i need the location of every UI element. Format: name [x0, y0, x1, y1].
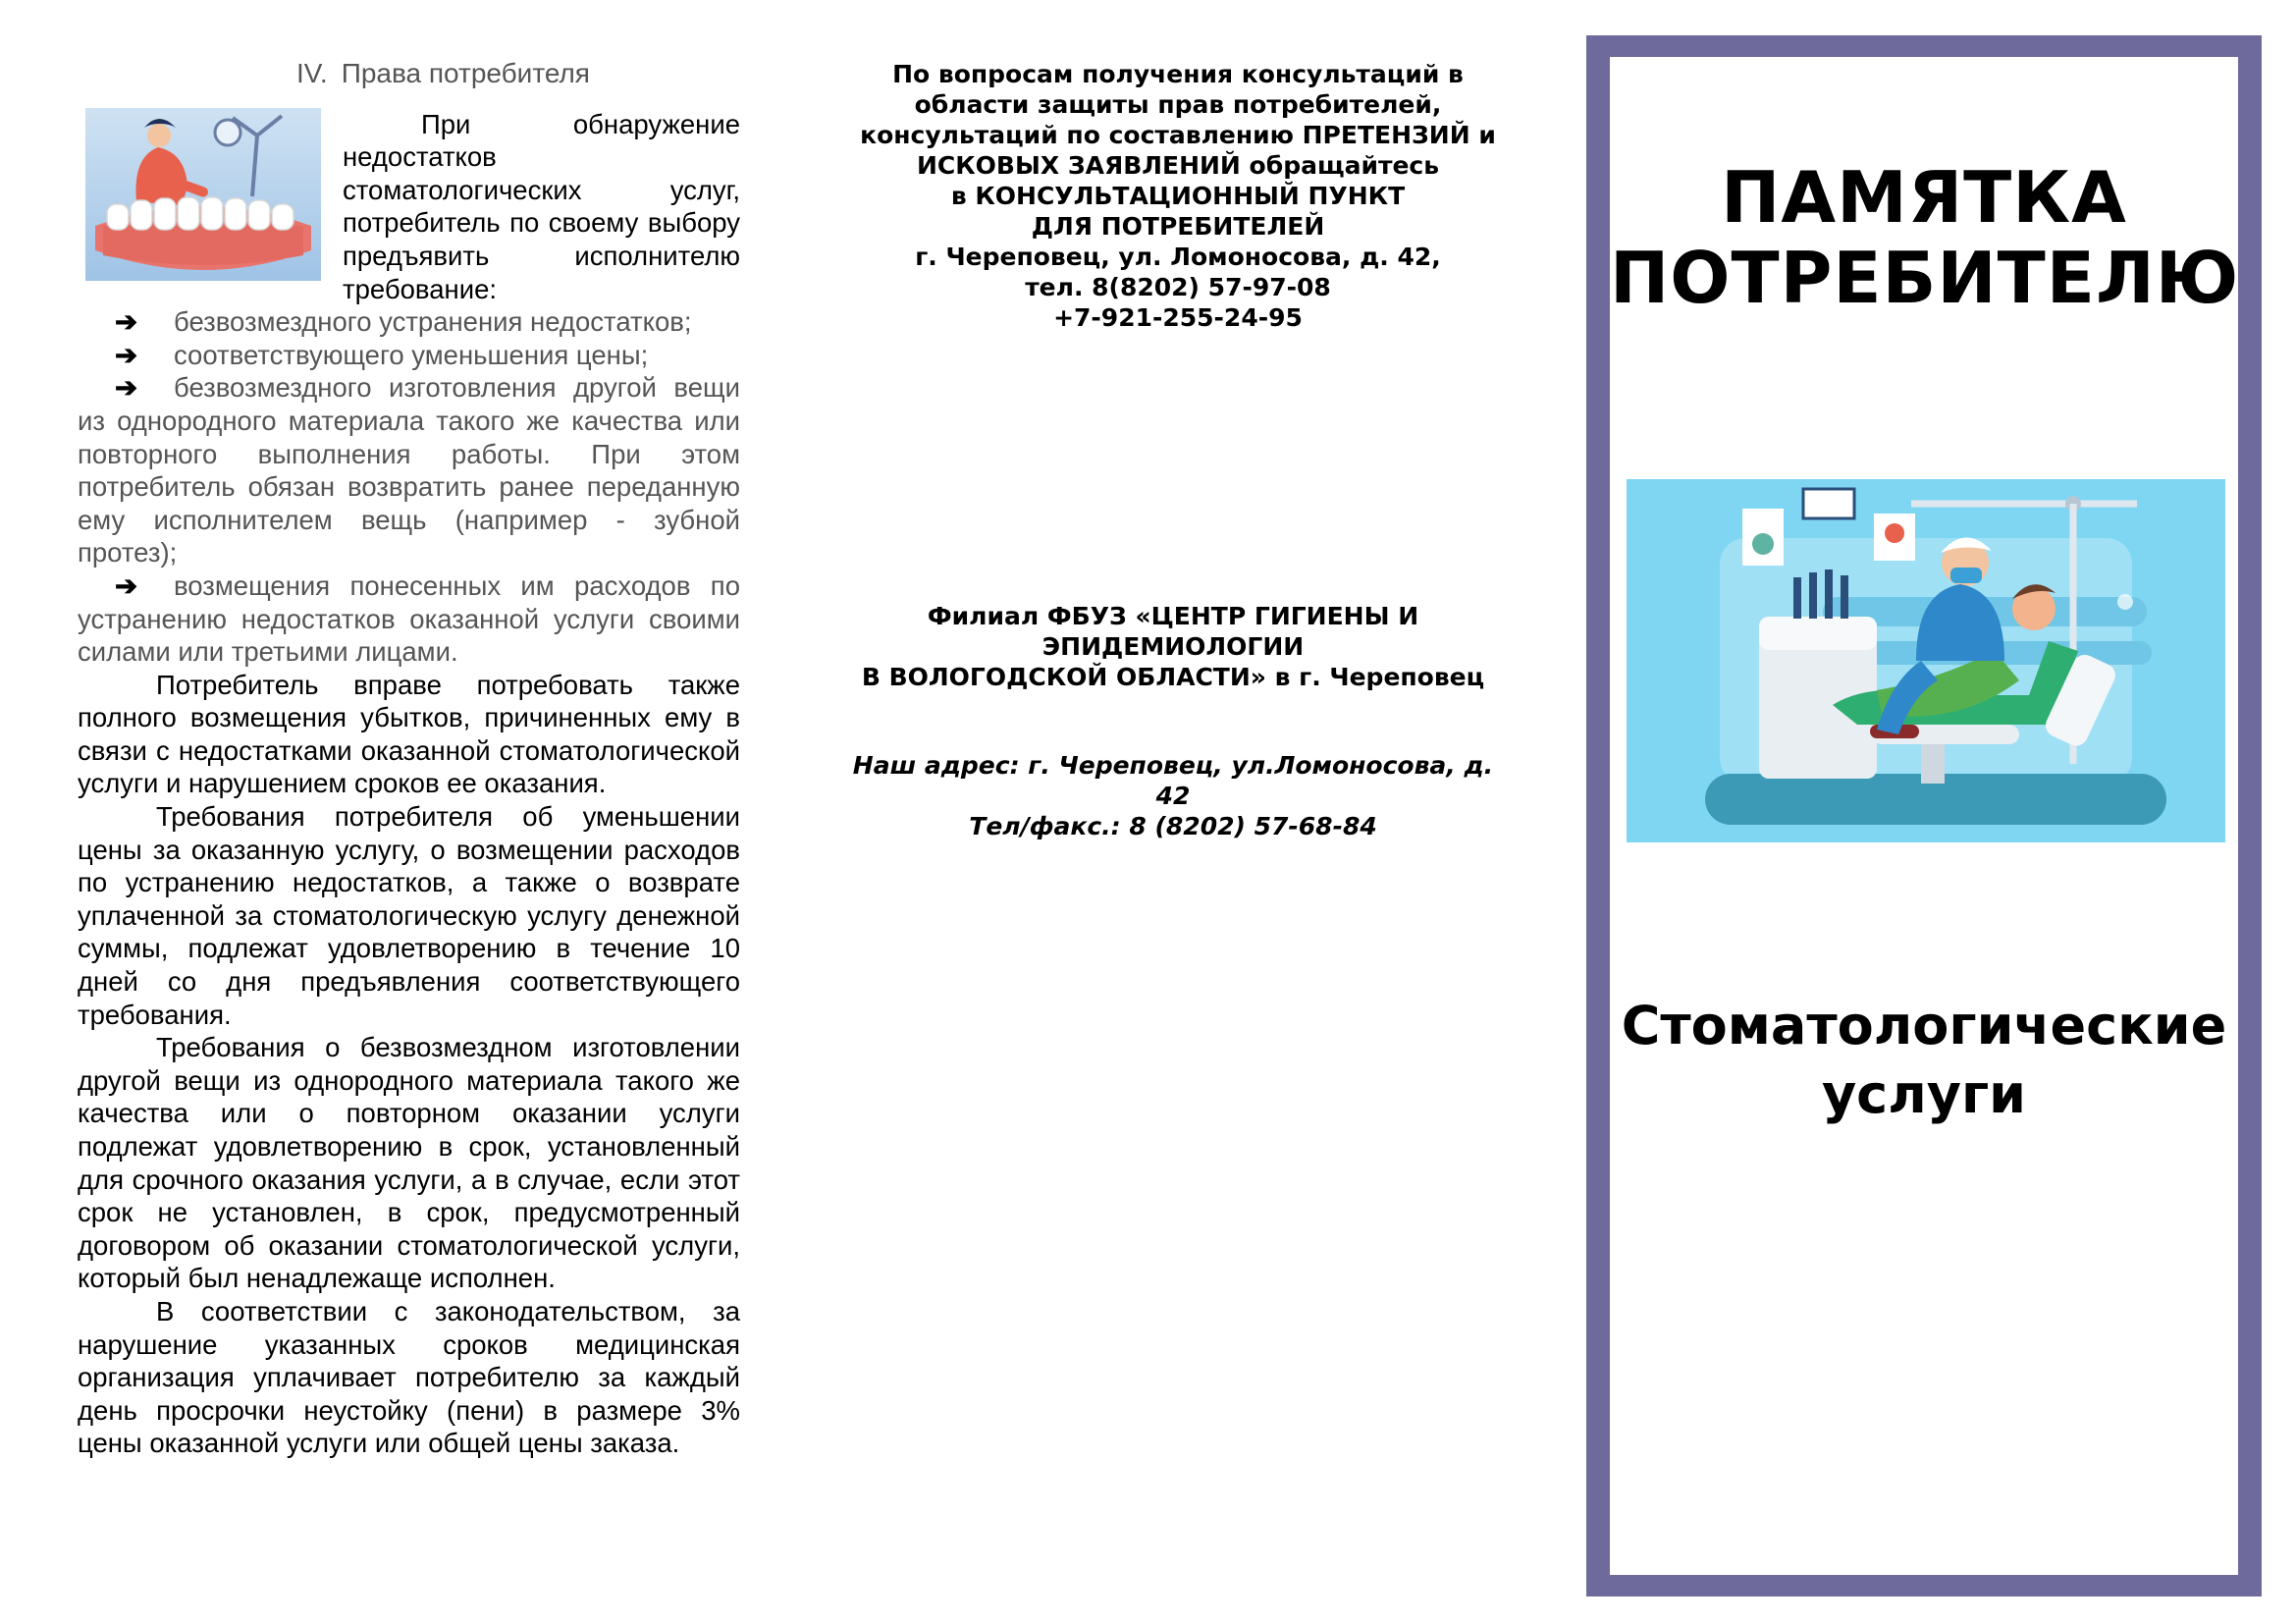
arrow-right-icon: ➔: [115, 372, 138, 404]
cover-subtitle-line: услуги: [1821, 1063, 2026, 1125]
body-paragraph: Требования о безвозмездном изготовлении другой вещи из однородного материала такого же качества или о повторном оказании услуги подлежат удовлетворению в срок, установленный для срочного оказания услуги, а в случае, если этот срок не установлен, в срок, предусмотренный договором об оказании стоматологической услуги, который был ненадлежаще исполнен.: [78, 1032, 740, 1294]
branch-line: Филиал ФБУЗ «ЦЕНТР ГИГИЕНЫ И: [927, 602, 1419, 630]
list-item: ➔ безвозмездного изготовления другой вещи из однородного материала такого же качества или повторного выполнения работы. При этом потребитель обязан возвратить ранее переданную ему исполнителем вещь (например - зубной протез);: [78, 372, 740, 568]
branch-line: ЭПИДЕМИОЛОГИИ: [1041, 632, 1305, 661]
consult-line: в КОНСУЛЬТАЦИОННЫЙ ПУНКТ: [950, 182, 1406, 210]
list-item: ➔ возмещения понесенных им расходов по устранению недостатков оказанной услуги своими силами или третьими лицами.: [78, 569, 740, 668]
section-heading: [78, 57, 740, 90]
consumer-rights-column: [78, 57, 740, 1460]
requirements-list: [78, 305, 740, 669]
address-line: Тел/факс.: 8 (8202) 57-68-84: [969, 812, 1377, 840]
address-line: Наш адрес: г. Череповец, ул.Ломоносова, д.: [852, 751, 1494, 780]
consultation-info: [834, 59, 1522, 333]
intro-paragraph: При обнаружение недостатков стоматологических услуг, потребитель по своему выбору предъявить исполнителю требование:: [343, 108, 740, 304]
consult-line: По вопросам получения консультаций в: [892, 60, 1464, 88]
consult-line: консультаций по составлению ПРЕТЕНЗИЙ и: [860, 121, 1496, 149]
consult-line: области защиты прав потребителей,: [914, 90, 1442, 119]
list-item: ➔ соответствующего уменьшения цены;: [78, 339, 740, 372]
body-paragraph: Требования потребителя об уменьшении цены за оказанную услугу, о возмещении расходов по устранению недостатков, а также о возврате уплаченной за стоматологическую услугу денежной суммы, подлежат удовлетворению в течение 10 дней со дня предъявления соответствующего требования.: [78, 801, 740, 1030]
consult-line: ДЛЯ ПОТРЕБИТЕЛЕЙ: [1031, 212, 1325, 241]
arrow-right-icon: ➔: [115, 306, 138, 338]
consult-line: +7-921-255-24-95: [1053, 303, 1303, 332]
cover-title: [1610, 157, 2238, 318]
branch-info: [844, 601, 1502, 692]
consult-line: ИСКОВЫХ ЗАЯВЛЕНИЙ обращайтесь: [916, 151, 1440, 180]
cover-subtitle-line: Стоматологические: [1621, 995, 2227, 1056]
address-info: [844, 750, 1502, 841]
body-paragraph: В соответствии с законодательством, за нарушение указанных сроков медицинская организация уплачивает потребителю за каждый день просрочки неустойку (пени) в размере 3% цены оказанной услуги или общей цены заказа.: [78, 1295, 740, 1459]
consult-line: тел. 8(8202) 57-97-08: [1025, 273, 1331, 301]
consult-line: г. Череповец, ул. Ломоносова, д. 42,: [915, 243, 1441, 271]
arrow-right-icon: ➔: [115, 569, 138, 601]
dentist-chair-illustration: [1627, 479, 2225, 842]
cover-subtitle: [1610, 992, 2238, 1129]
list-item: ➔ безвозмездного устранения недостатков;: [78, 305, 740, 339]
arrow-right-icon: ➔: [115, 339, 138, 370]
body-paragraph: Потребитель вправе потребовать также полного возмещения убытков, причиненных ему в связи с недостатками оказанной стоматологической услуги и нарушением сроков ее оказания.: [78, 669, 740, 799]
cover-title-line: ПАМЯТКА: [1721, 156, 2127, 239]
cover-title-line: ПОТРЕБИТЕЛЮ: [1610, 237, 2240, 319]
teeth-dentist-illustration: [85, 108, 321, 281]
section-number: IV.: [296, 58, 328, 88]
branch-line: В ВОЛОГОДСКОЙ ОБЛАСТИ» в г. Череповец: [861, 663, 1485, 691]
section-title: Права потребителя: [341, 58, 590, 88]
address-line: 42: [1155, 782, 1191, 810]
